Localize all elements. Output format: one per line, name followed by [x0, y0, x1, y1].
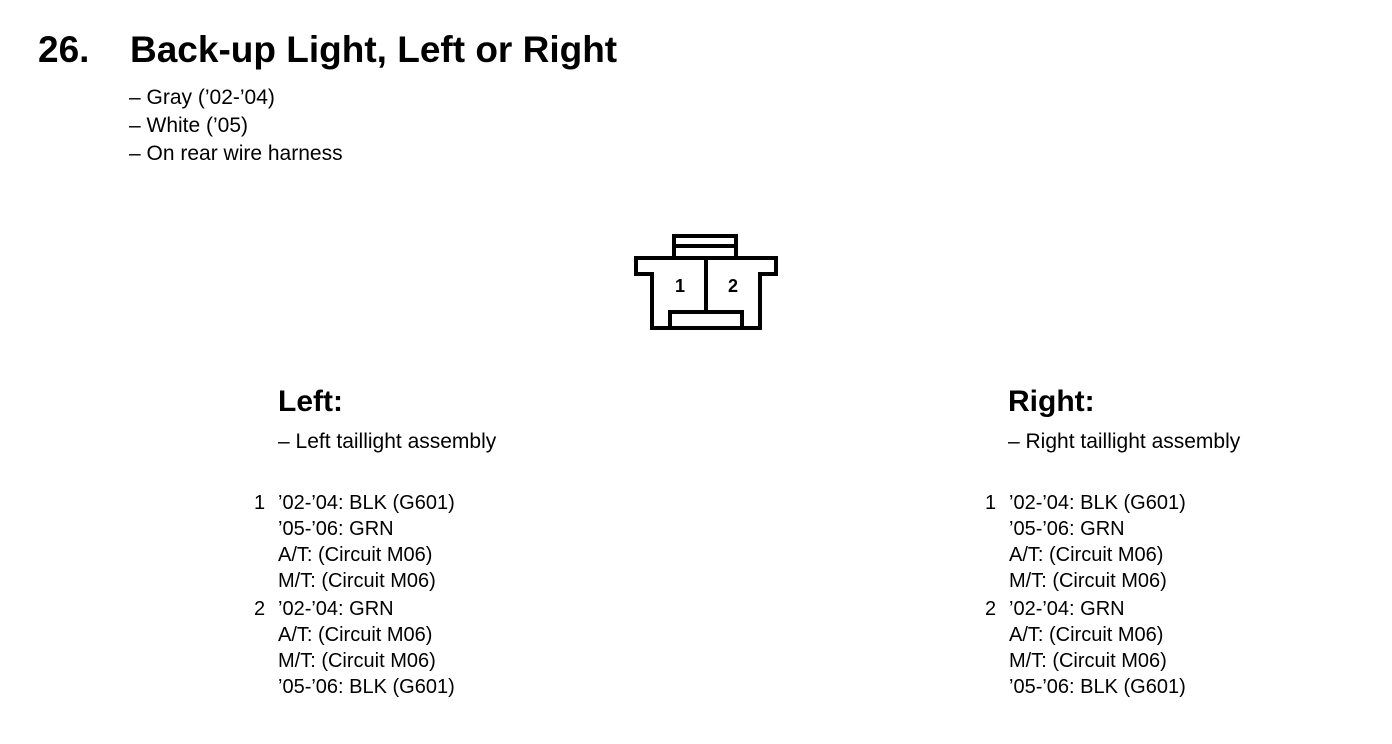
pin-wire-line: ’02-’04: BLK (G601) — [1009, 492, 1186, 514]
pin-number: 1 — [254, 492, 266, 514]
pin-number: 1 — [985, 492, 997, 514]
left-section — [278, 382, 496, 456]
pin-wire-line: M/T: (Circuit M06) — [278, 650, 436, 672]
pin-number: 2 — [254, 598, 266, 620]
left-description: – Left taillight assembly — [278, 430, 497, 453]
pin-wire-line: A/T: (Circuit M06) — [278, 624, 433, 646]
pin-number: 2 — [985, 598, 997, 620]
right-pin-1 — [985, 490, 1186, 594]
pin-wire-line: ’02-’04: BLK (G601) — [278, 492, 455, 514]
right-description: – Right taillight assembly — [1008, 430, 1241, 453]
left-pin-2 — [254, 596, 455, 700]
left-pin-list — [254, 490, 455, 702]
pin-wire-line: A/T: (Circuit M06) — [278, 544, 433, 566]
item-number: 26. — [38, 29, 90, 70]
pin-label-1: 1 — [674, 276, 686, 296]
note-color-late: – White (’05) — [129, 114, 249, 137]
pin-wire-line: ’05-’06: BLK (G601) — [1009, 676, 1186, 698]
right-pin-2 — [985, 596, 1186, 700]
pin-wire-line: A/T: (Circuit M06) — [1009, 624, 1164, 646]
connector-diagram — [630, 228, 782, 334]
right-section — [1008, 382, 1240, 456]
pin-wire-line: ’05-’06: GRN — [1009, 518, 1125, 540]
right-heading: Right: — [1008, 385, 1095, 418]
connector-notes — [129, 84, 343, 168]
pin-wire-line: M/T: (Circuit M06) — [278, 570, 436, 592]
pin-wire-line: M/T: (Circuit M06) — [1009, 570, 1167, 592]
housing-bottom-notch — [670, 312, 742, 328]
item-title: Back-up Light, Left or Right — [130, 29, 618, 70]
note-color-early: – Gray (’02-’04) — [129, 86, 275, 109]
pin-wire-line: ’05-’06: GRN — [278, 518, 394, 540]
pin-wire-line: ’02-’04: GRN — [1009, 598, 1125, 620]
pin-wire-line: ’05-’06: BLK (G601) — [278, 676, 455, 698]
right-pin-list — [985, 490, 1186, 702]
pin-wire-line: ’02-’04: GRN — [278, 598, 394, 620]
pin-wire-line: A/T: (Circuit M06) — [1009, 544, 1164, 566]
note-location: – On rear wire harness — [129, 142, 343, 165]
left-pin-1 — [254, 490, 455, 594]
pin-label-2: 2 — [727, 276, 739, 296]
pin-wire-line: M/T: (Circuit M06) — [1009, 650, 1167, 672]
left-heading: Left: — [278, 385, 343, 418]
